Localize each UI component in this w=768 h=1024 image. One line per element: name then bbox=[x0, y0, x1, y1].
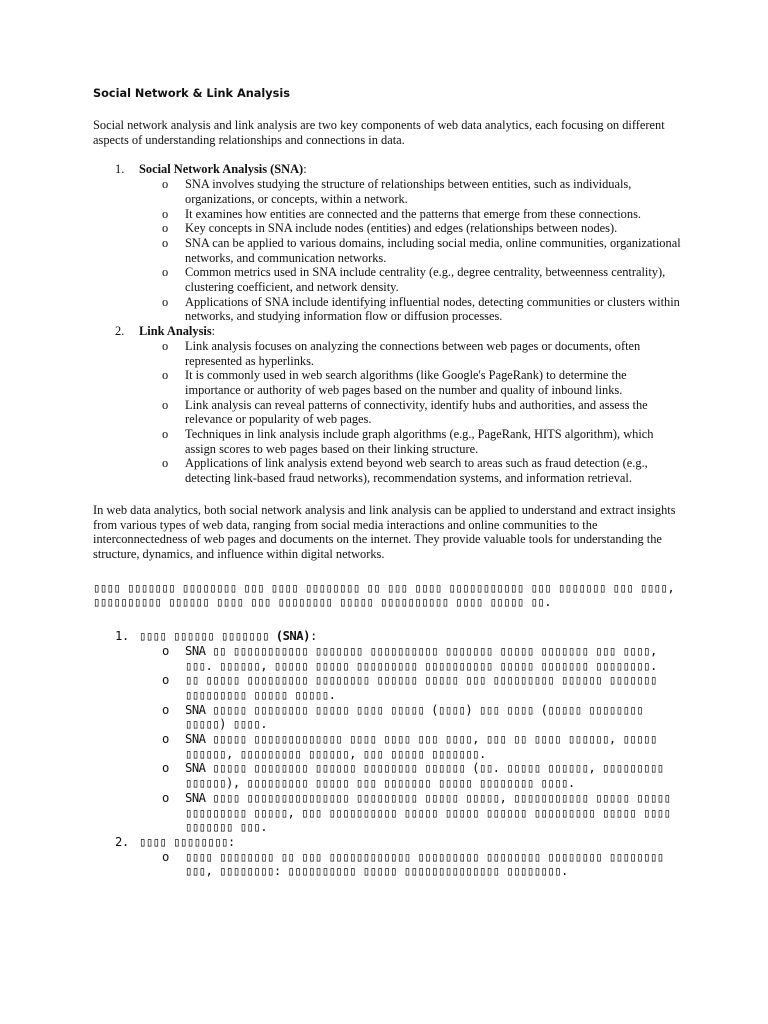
section-number: 1. bbox=[115, 629, 129, 644]
numbered-section bbox=[93, 324, 683, 486]
translated-intro-paragraph: ▯▯▯▯ ▯▯▯▯▯▯▯ ▯▯▯▯▯▯▯▯ ▯▯▯ ▯▯▯▯ ▯▯▯▯▯▯▯▯ ▯▯ ▯▯▯ ▯▯▯▯ ▯▯▯▯▯▯▯▯▯▯▯ ▯▯▯ ▯▯▯▯▯▯▯ ▯▯▯ ▯▯▯▯, ▯▯▯▯▯▯▯▯▯▯ ▯▯▯▯▯▯ ▯▯▯▯ ▯▯▯ ▯▯▯▯▯▯▯▯ ▯▯▯▯▯ ▯▯▯▯▯▯▯▯▯▯ ▯▯▯▯ ▯▯▯▯▯ ▯▯. bbox=[93, 580, 675, 610]
bullet-item bbox=[162, 427, 683, 456]
bullet-item bbox=[162, 235, 683, 265]
bullet-text: ▯▯▯▯ ▯▯▯▯▯▯▯▯ ▯▯ ▯▯▯ ▯▯▯▯▯▯▯▯▯▯▯▯ ▯▯▯▯▯▯▯▯▯ ▯▯▯▯▯▯▯▯ ▯▯▯▯▯▯▯▯ ▯▯▯▯▯▯▯▯ ▯▯▯, ▯▯▯▯▯▯▯▯: ▯▯▯▯▯▯▯▯▯▯ ▯▯▯▯▯ ▯▯▯▯▯▯▯▯▯▯▯▯▯▯ ▯▯▯▯▯▯▯▯. bbox=[185, 849, 664, 879]
section-heading-suffix: : bbox=[211, 324, 216, 339]
bullet-item bbox=[162, 673, 683, 702]
bullet-item bbox=[162, 177, 683, 206]
bullet-text: Techniques in link analysis include graph algorithms (e.g., PageRank, HITS algorithm), which assign scores to web pages based on their linking structure. bbox=[185, 427, 654, 456]
section-heading: ▯▯▯▯ ▯▯▯▯▯▯▯▯ bbox=[139, 834, 228, 849]
bullet-marker: o bbox=[162, 702, 169, 717]
section-heading-suffix: : bbox=[227, 834, 235, 849]
bullet-text: SNA involves studying the structure of relationships between entities, such as individuals, organizations, or concepts, within a network. bbox=[185, 177, 632, 206]
bullet-marker: o bbox=[162, 397, 169, 412]
section-heading-suffix: : bbox=[303, 162, 307, 177]
numbered-section bbox=[93, 835, 683, 879]
bullet-marker: o bbox=[162, 206, 169, 221]
bullet-list bbox=[139, 644, 683, 835]
bullet-item bbox=[162, 206, 683, 222]
bullet-text: SNA ▯▯▯▯▯ ▯▯▯▯▯▯▯▯▯▯▯▯▯ ▯▯▯▯ ▯▯▯▯ ▯▯▯ ▯▯▯▯, ▯▯▯ ▯▯ ▯▯▯▯ ▯▯▯▯▯▯, ▯▯▯▯▯ ▯▯▯▯▯▯, ▯▯▯▯▯▯▯▯▯ ▯▯▯▯▯▯, ▯▯▯ ▯▯▯▯▯ ▯▯▯▯▯▯▯. bbox=[185, 732, 657, 761]
section-number: 1. bbox=[115, 162, 125, 177]
bullet-marker: o bbox=[162, 790, 169, 805]
bullet-text: ▯▯ ▯▯▯▯▯ ▯▯▯▯▯▯▯▯▯ ▯▯▯▯▯▯▯▯ ▯▯▯▯▯▯ ▯▯▯▯▯ ▯▯▯ ▯▯▯▯▯▯▯▯▯ ▯▯▯▯▯▯ ▯▯▯▯▯▯▯ ▯▯▯▯▯▯▯▯▯ ▯▯▯▯▯ ▯▯▯▯▯. bbox=[185, 673, 657, 702]
bullet-item bbox=[162, 368, 683, 397]
bullet-text: It is commonly used in web search algorithms (like Google's PageRank) to determine the importance or authority of web pages based on the number and quality of inbound links. bbox=[185, 368, 627, 397]
bullet-marker: o bbox=[162, 265, 169, 280]
section-heading: Social Network Analysis (SNA) bbox=[139, 162, 304, 177]
bullet-text: SNA ▯▯ ▯▯▯▯▯▯▯▯▯▯▯ ▯▯▯▯▯▯▯ ▯▯▯▯▯▯▯▯▯▯ ▯▯▯▯▯▯▯ ▯▯▯▯▯ ▯▯▯▯▯▯▯ ▯▯▯ ▯▯▯▯, ▯▯▯. ▯▯▯▯▯▯, ▯▯▯▯▯ ▯▯▯▯▯ ▯▯▯▯▯▯▯▯▯ ▯▯▯▯▯▯▯▯▯▯ ▯▯▯▯▯ ▯▯▯▯▯▯▯ ▯▯▯▯▯▯▯▯. bbox=[185, 643, 657, 673]
bullet-item bbox=[162, 294, 683, 324]
numbered-list bbox=[93, 162, 683, 485]
bullet-text: It examines how entities are connected and the patterns that emerge from these connections. bbox=[185, 206, 641, 221]
section-heading: ▯▯▯▯ ▯▯▯▯▯▯ ▯▯▯▯▯▯▯ (SNA) bbox=[139, 629, 310, 644]
bullet-text: SNA can be applied to various domains, including social media, online communities, organizational networks, and communication networks. bbox=[185, 235, 681, 265]
bullet-list bbox=[139, 339, 683, 486]
bullet-list bbox=[139, 850, 683, 879]
bullet-text: Link analysis can reveal patterns of connectivity, identify hubs and authorities, and assess the relevance or popularity of web pages. bbox=[185, 397, 648, 427]
bullet-item bbox=[162, 732, 683, 761]
document-title: Social Network & Link Analysis bbox=[93, 87, 290, 100]
document-body bbox=[93, 86, 683, 879]
bullet-text: SNA ▯▯▯▯▯ ▯▯▯▯▯▯▯▯ ▯▯▯▯▯▯ ▯▯▯▯▯▯▯▯ ▯▯▯▯▯▯ (▯▯. ▯▯▯▯▯ ▯▯▯▯▯▯, ▯▯▯▯▯▯▯▯▯ ▯▯▯▯▯▯), ▯▯▯▯▯▯▯▯▯ ▯▯▯▯▯ ▯▯▯ ▯▯▯▯▯▯▯ ▯▯▯▯▯ ▯▯▯▯▯▯▯▯ ▯▯▯▯. bbox=[185, 761, 664, 791]
bullet-marker: o bbox=[162, 427, 169, 442]
bullet-item bbox=[162, 849, 683, 879]
bullet-text: SNA ▯▯▯▯▯ ▯▯▯▯▯▯▯▯ ▯▯▯▯▯ ▯▯▯▯ ▯▯▯▯▯ (▯▯▯▯) ▯▯▯ ▯▯▯▯ (▯▯▯▯▯ ▯▯▯▯▯▯▯▯ ▯▯▯▯▯) ▯▯▯▯. bbox=[185, 702, 644, 732]
bullet-item bbox=[162, 761, 683, 791]
bullet-text: Applications of link analysis extend beyond web search to areas such as fraud detection (e.g., detecting link-based fraud networks), recommendation systems, and information retrieval. bbox=[185, 456, 648, 486]
section-heading: Link Analysis bbox=[139, 324, 212, 339]
bullet-marker: o bbox=[162, 732, 169, 747]
bullet-item bbox=[162, 643, 683, 673]
bullet-text: Key concepts in SNA include nodes (entities) and edges (relationships between nodes). bbox=[185, 221, 618, 236]
bullet-item bbox=[162, 338, 683, 368]
bullet-marker: o bbox=[162, 849, 169, 864]
bullet-marker: o bbox=[162, 368, 169, 383]
bullet-list bbox=[139, 177, 683, 324]
bullet-marker: o bbox=[162, 673, 169, 688]
bullet-item bbox=[162, 265, 683, 295]
bullet-item bbox=[162, 221, 683, 236]
intro-paragraph: Social network analysis and link analysis are two key components of web data analytics, each focusing on different aspects of understanding relationships and connections in data. bbox=[93, 118, 665, 147]
section-number: 2. bbox=[115, 324, 125, 339]
numbered-section bbox=[93, 629, 683, 835]
bullet-marker: o bbox=[162, 643, 169, 658]
bullet-marker: o bbox=[162, 294, 169, 309]
bullet-text: Link analysis focuses on analyzing the connections between web pages or documents, often represented as hyperlinks. bbox=[185, 338, 641, 368]
section-heading-suffix: : bbox=[309, 629, 317, 644]
section-number: 2. bbox=[115, 834, 129, 849]
conclusion-paragraph: In web data analytics, both social network analysis and link analysis can be applied to understand and extract insights from various types of web data, ranging from social media interactions and online communities to the interconnectedness of web pages and documents on the internet. They provide valuable tools for understanding the structure, dynamics, and influence within digital networks. bbox=[93, 502, 676, 561]
bullet-text: SNA ▯▯▯▯ ▯▯▯▯▯▯▯▯▯▯▯▯▯▯▯ ▯▯▯▯▯▯▯▯▯ ▯▯▯▯▯ ▯▯▯▯▯, ▯▯▯▯▯▯▯▯▯▯▯ ▯▯▯▯▯ ▯▯▯▯▯ ▯▯▯▯▯▯▯▯▯ ▯▯▯▯▯, ▯▯▯ ▯▯▯▯▯▯▯▯▯▯ ▯▯▯▯▯ ▯▯▯▯▯ ▯▯▯▯▯▯ ▯▯▯▯▯▯▯▯▯ ▯▯▯▯▯ ▯▯▯▯ ▯▯▯▯▯▯▯ ▯▯▯. bbox=[185, 790, 671, 835]
bullet-marker: o bbox=[162, 338, 169, 353]
bullet-marker: o bbox=[162, 456, 169, 471]
bullet-marker: o bbox=[162, 761, 169, 776]
bullet-marker: o bbox=[162, 221, 169, 236]
bullet-marker: o bbox=[162, 177, 169, 192]
bullet-item bbox=[162, 790, 683, 835]
numbered-list bbox=[93, 629, 683, 879]
bullet-text: Applications of SNA include identifying influential nodes, detecting communities or clusters within networks, and studying information flow or diffusion processes. bbox=[185, 294, 680, 324]
bullet-item bbox=[162, 456, 683, 486]
numbered-section bbox=[93, 162, 683, 324]
bullet-text: Common metrics used in SNA include centrality (e.g., degree centrality, betweenness centrality), clustering coefficient, and network density. bbox=[185, 265, 666, 295]
bullet-marker: o bbox=[162, 235, 169, 250]
bullet-item bbox=[162, 702, 683, 732]
bullet-item bbox=[162, 397, 683, 427]
